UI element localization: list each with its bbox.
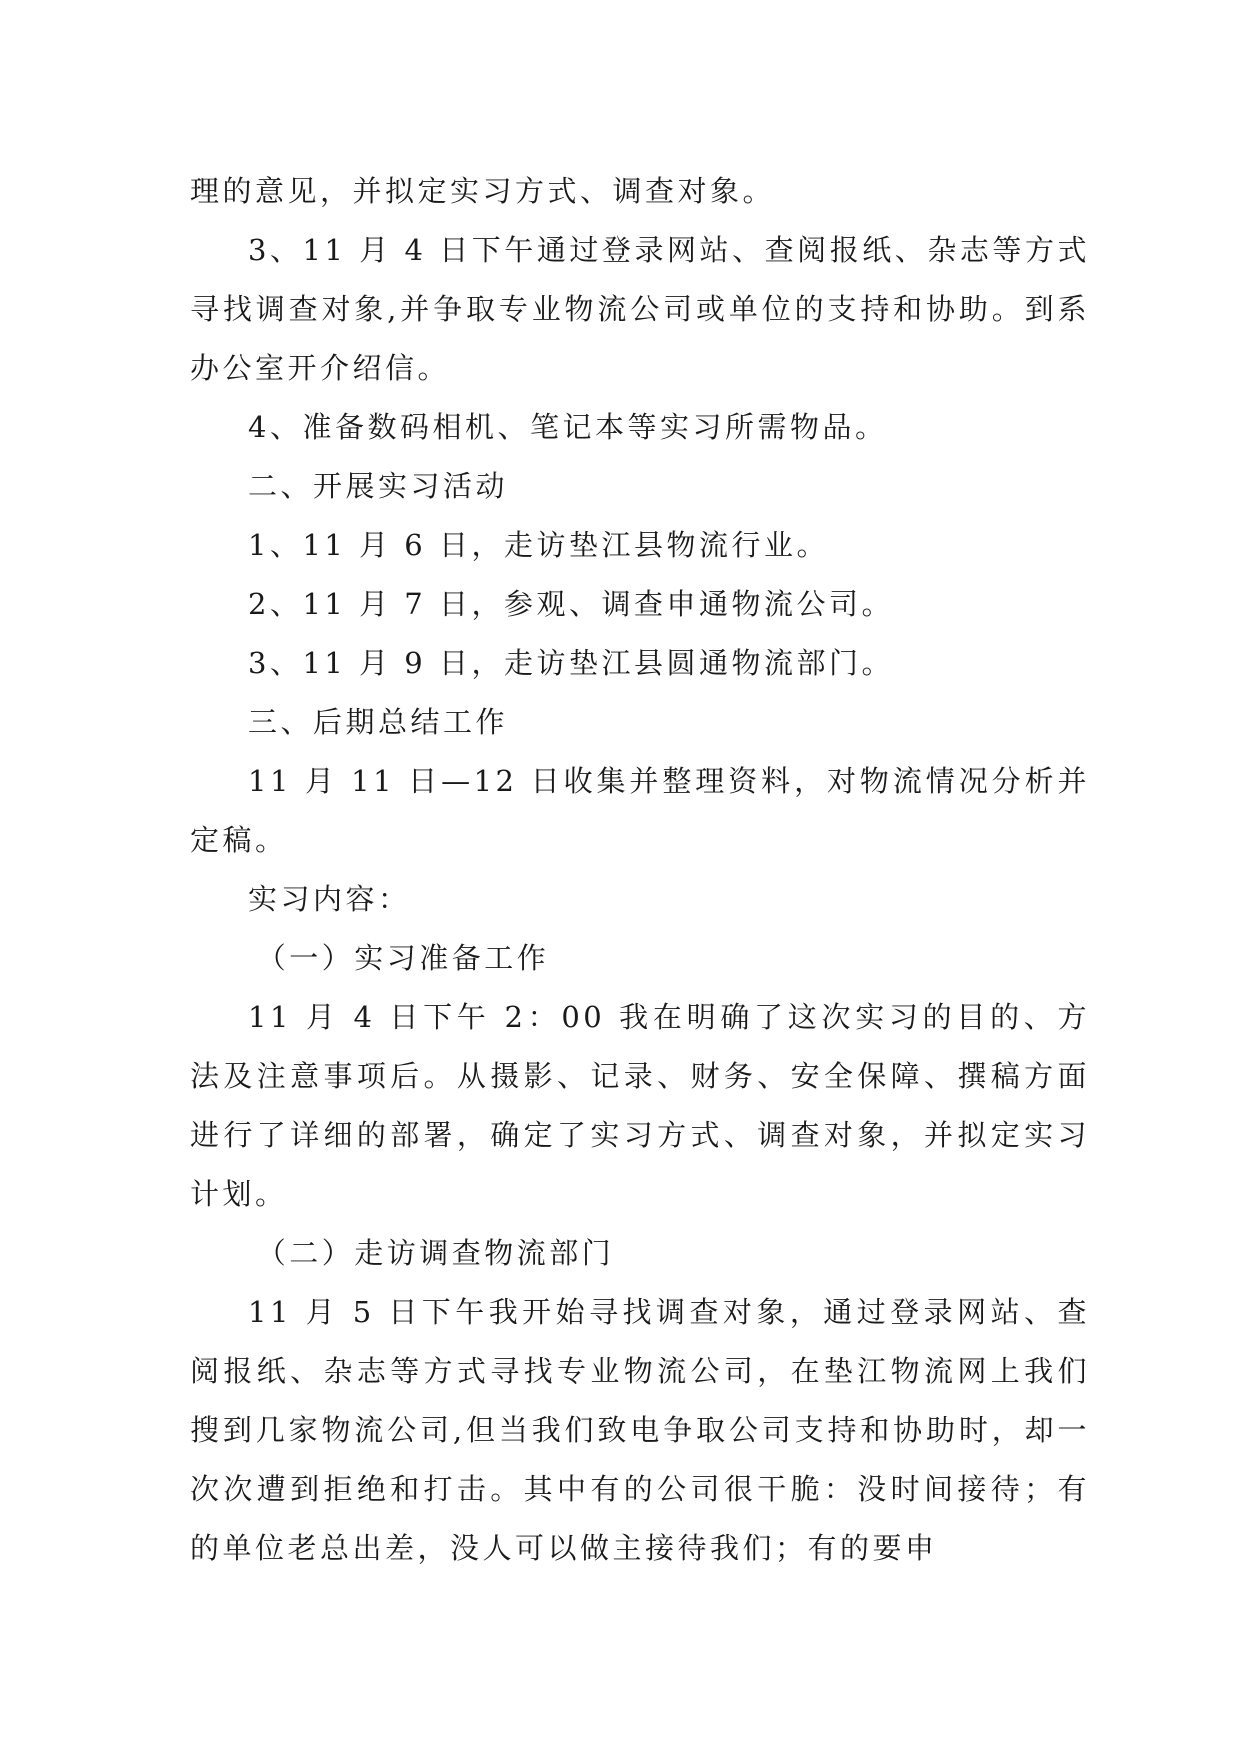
paragraph-12: 11 月 4 日下午 2：00 我在明确了这次实习的目的、方法及注意事项后。从摄影、记录、财务、安全保障、撰稿方面进行了详细的部署，确定了实习方式、调查对象，并拟定实习计划。 (190, 1000, 1090, 1211)
subsection-heading-1: （一）实习准备工作 (256, 941, 550, 975)
document-body (190, 162, 1090, 1578)
section-heading-2: 二、开展实习活动 (248, 469, 509, 503)
section-heading-3: 三、后期总结工作 (248, 705, 509, 739)
paragraph-6: 2、11 月 7 日，参观、调查申通物流公司。 (248, 587, 894, 621)
paragraph-1: 理的意见，并拟定实习方式、调查对象。 (190, 174, 776, 208)
paragraph-5: 1、11 月 6 日，走访垫江县物流行业。 (248, 528, 829, 562)
section-heading-content: 实习内容： (248, 882, 411, 916)
paragraph-7: 3、11 月 9 日，走访垫江县圆通物流部门。 (248, 646, 894, 680)
paragraph-9: 11 月 11 日—12 日收集并整理资料，对物流情况分析并定稿。 (190, 764, 1090, 857)
paragraph-3: 4、准备数码相机、笔记本等实习所需物品。 (248, 410, 888, 444)
subsection-heading-2: （二）走访调查物流部门 (256, 1236, 615, 1270)
paragraph-14: 11 月 5 日下午我开始寻找调查对象，通过登录网站、查阅报纸、杂志等方式寻找专业物流公司，在垫江物流网上我们搜到几家物流公司,但当我们致电争取公司支持和协助时，却一次次遭到拒绝和打击。其中有的公司很干脆：没时间接待；有的单位老总出差，没人可以做主接待我们；有的要申 (190, 1295, 1090, 1565)
paragraph-2: 3、11 月 4 日下午通过登录网站、查阅报纸、杂志等方式寻找调查对象,并争取专业物流公司或单位的支持和协助。到系办公室开介绍信。 (190, 233, 1090, 385)
